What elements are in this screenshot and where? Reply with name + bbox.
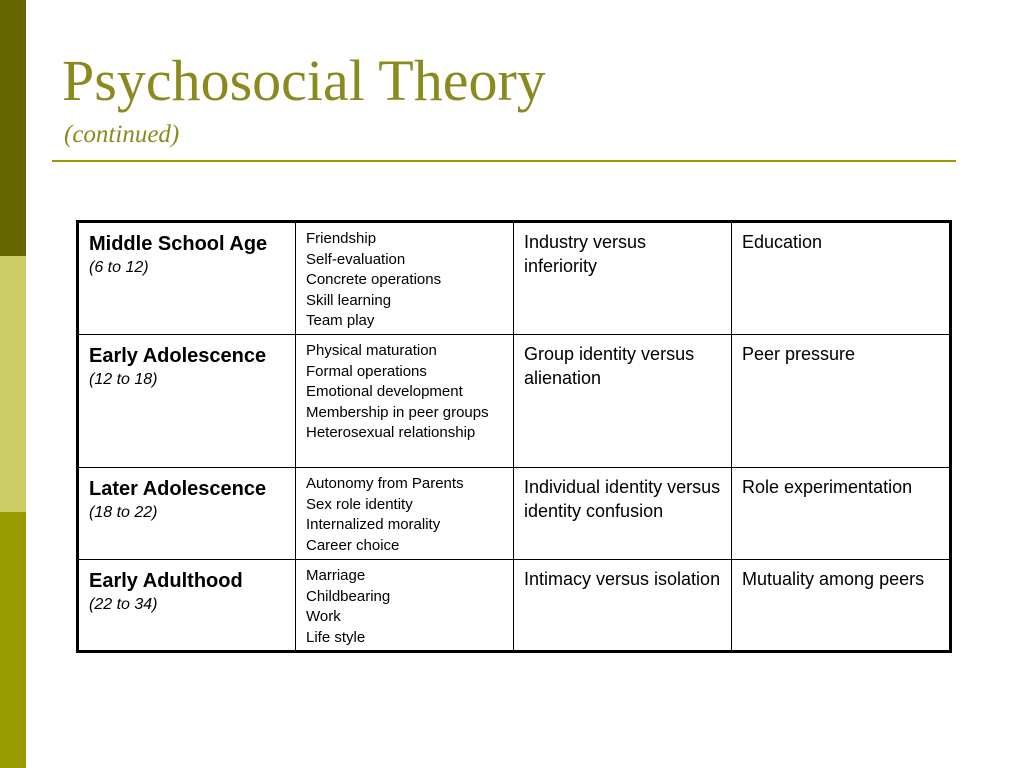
left-bar-bottom	[0, 512, 26, 768]
crisis-cell: Individual identity versus identity confusion	[514, 468, 732, 560]
list-item: Heterosexual relationship	[306, 424, 476, 442]
table-row	[78, 560, 951, 652]
characteristics-list	[306, 341, 503, 444]
stage-cell	[78, 560, 296, 652]
stages-table	[76, 220, 952, 653]
stage-name: Middle School Age	[89, 233, 268, 255]
crisis-cell: Group identity versus alienation	[514, 335, 732, 468]
list-item: Friendship	[306, 230, 377, 247]
list-item: Internalized morality	[306, 516, 441, 534]
table-row	[78, 335, 951, 468]
stage-name: Early Adulthood	[89, 570, 243, 592]
characteristics-cell	[296, 222, 514, 335]
slide-title: Psychosocial Theory	[62, 48, 546, 113]
crisis-cell: Intimacy versus isolation	[514, 560, 732, 652]
stage-age: (12 to 18)	[89, 371, 158, 388]
table-row	[78, 222, 951, 335]
focus-cell: Education	[732, 222, 951, 335]
left-bar-middle	[0, 256, 26, 512]
stage-age: (22 to 34)	[89, 596, 158, 613]
table-row	[78, 468, 951, 560]
list-item: Concrete operations	[306, 271, 442, 289]
list-item: Autonomy from Parents	[306, 475, 464, 492]
stage-name: Later Adolescence	[89, 478, 267, 500]
left-bar-top	[0, 0, 26, 256]
characteristics-cell	[296, 560, 514, 652]
list-item: Life style	[306, 628, 366, 646]
focus-cell: Role experimentation	[732, 468, 951, 560]
list-item: Physical maturation	[306, 342, 437, 359]
characteristics-list	[306, 229, 503, 332]
focus-cell: Peer pressure	[732, 335, 951, 468]
characteristics-list	[306, 566, 503, 648]
list-item: Emotional development	[306, 383, 463, 401]
characteristics-list	[306, 474, 503, 556]
stage-age: (6 to 12)	[89, 259, 149, 276]
crisis-cell: Industry versus inferiority	[514, 222, 732, 335]
characteristics-cell	[296, 468, 514, 560]
list-item: Childbearing	[306, 587, 391, 605]
stage-age: (18 to 22)	[89, 504, 158, 521]
slide-subtitle: (continued)	[64, 121, 180, 148]
list-item: Marriage	[306, 567, 366, 584]
list-item: Career choice	[306, 536, 400, 554]
list-item: Sex role identity	[306, 495, 413, 513]
list-item: Membership in peer groups	[306, 403, 489, 421]
stage-cell	[78, 335, 296, 468]
stage-name: Early Adolescence	[89, 345, 267, 367]
stage-cell	[78, 468, 296, 560]
list-item: Skill learning	[306, 291, 392, 309]
characteristics-cell	[296, 335, 514, 468]
list-item: Work	[306, 608, 341, 626]
list-item: Self-evaluation	[306, 250, 406, 268]
list-item: Team play	[306, 312, 375, 330]
list-item: Formal operations	[306, 362, 427, 380]
stage-cell	[78, 222, 296, 335]
title-divider	[52, 160, 956, 162]
focus-cell: Mutuality among peers	[732, 560, 951, 652]
